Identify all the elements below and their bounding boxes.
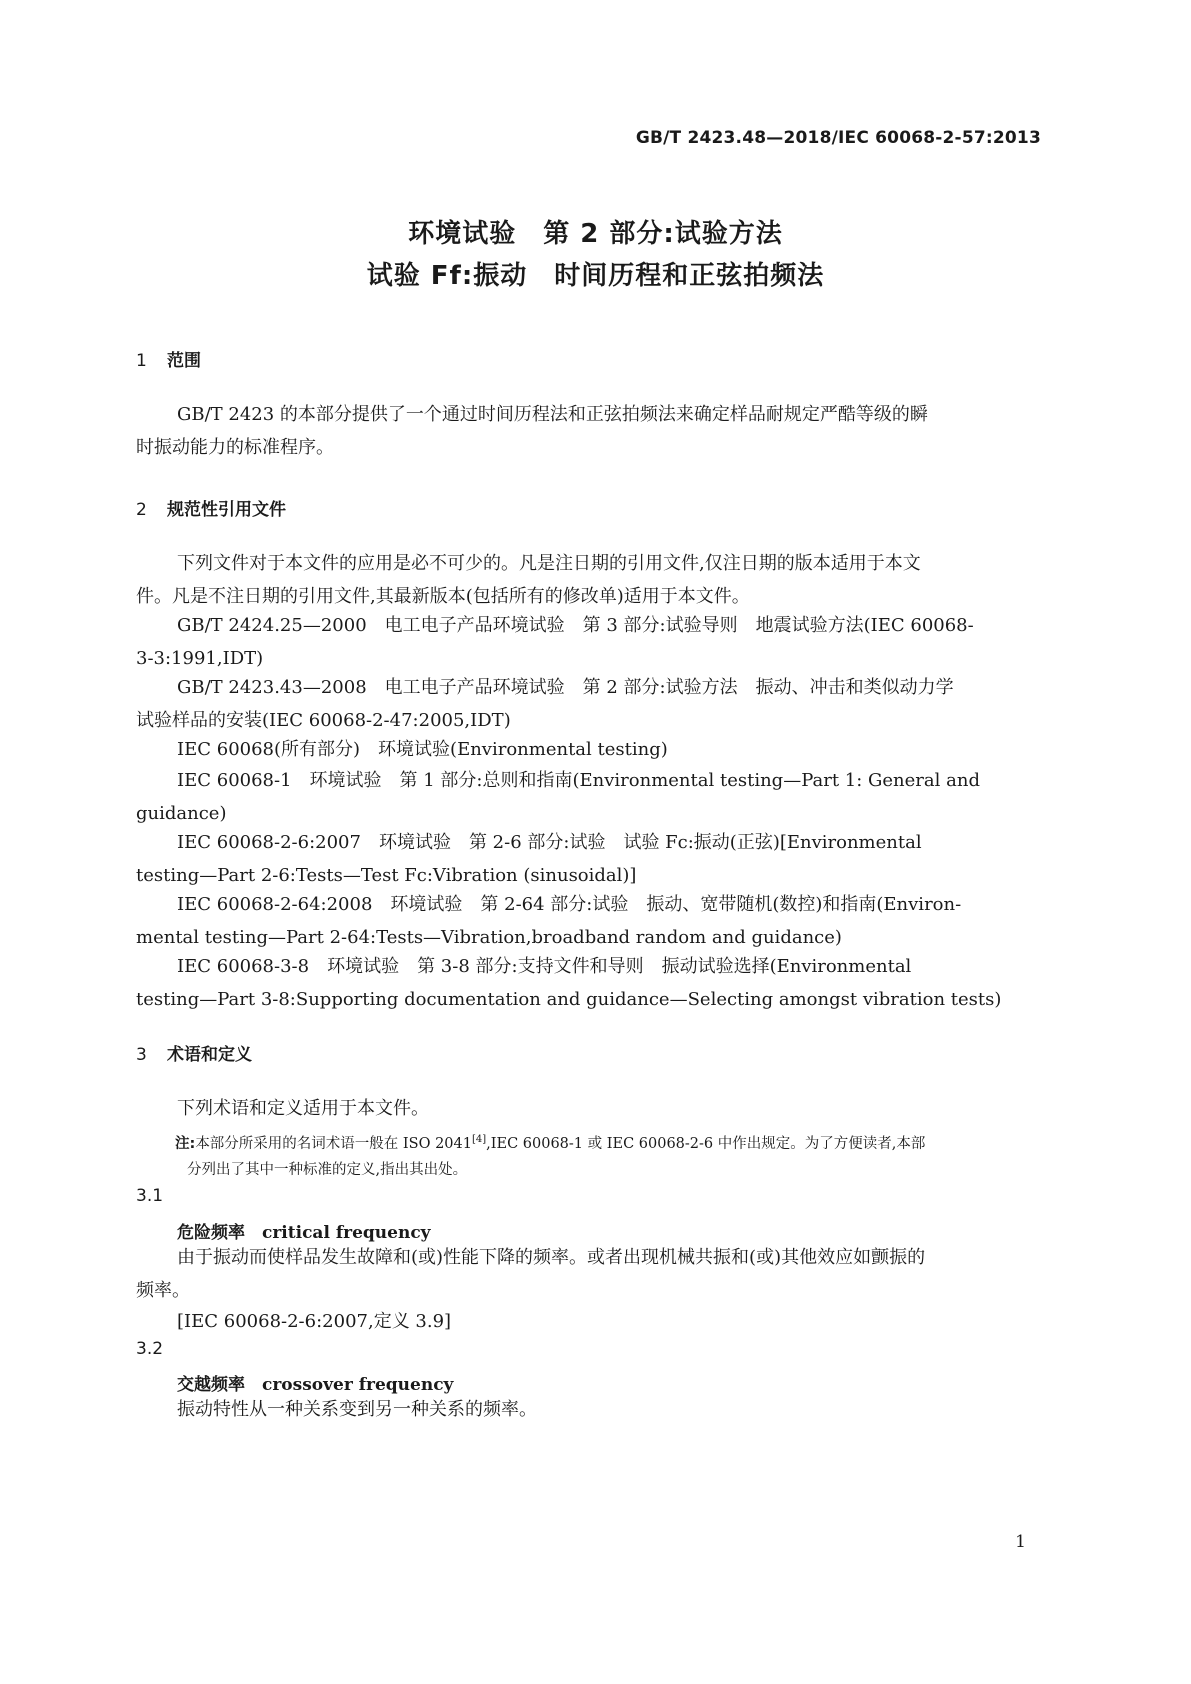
section-title: 规范性引用文件 [167,500,286,520]
section-3-intro: 下列术语和定义适用于本文件。 [177,1098,429,1119]
section-number: 2 [136,500,147,520]
term-definition: 振动特性从一种关系变到另一种关系的频率。 [177,1399,537,1420]
section-number: 3 [136,1045,147,1065]
page-number: 1 [1015,1532,1026,1552]
section-1-heading [136,346,201,371]
reference-item: IEC 60068-1 环境试验 第 1 部分:总则和指南(Environmental testing—Part 1: General and guidance) [136,770,980,824]
section-2-heading [136,495,286,520]
citation-ref: [4] [471,1134,487,1145]
term-definition: 由于振动而使样品发生故障和(或)性能下降的频率。或者出现机械共振和(或)其他效应如颤振的 频率。 [136,1247,926,1301]
section-title: 范围 [167,351,201,371]
reference-item: GB/T 2423.43—2008 电工电子产品环境试验 第 2 部分:试验方法 振动、冲击和类似动力学 试验样品的安装(IEC 60068-2-47:2005,IDT) [136,677,954,731]
term-number: 3.2 [136,1339,164,1359]
term-name: 交越频率 crossover frequency [177,1375,454,1395]
section-1-paragraph: GB/T 2423 的本部分提供了一个通过时间历程法和正弦拍频法来确定样品耐规定严酷等级的瞬 时振动能力的标准程序。 [136,404,928,458]
reference-item: IEC 60068-2-6:2007 环境试验 第 2-6 部分:试验 试验 Fc:振动(正弦)[Environmental testing—Part 2-6:Tests—Test Fc:Vibration (sinusoidal)] [136,832,922,886]
section-2-intro: 下列文件对于本文件的应用是必不可少的。凡是注日期的引用文件,仅注日期的版本适用于本文 件。凡是不注日期的引用文件,其最新版本(包括所有的修改单)适用于本文件。 [136,553,921,607]
section-3-heading [136,1040,252,1065]
term-name: 危险频率 critical frequency [177,1223,431,1243]
section-number: 1 [136,351,147,371]
reference-item: GB/T 2424.25—2000 电工电子产品环境试验 第 3 部分:试验导则 地震试验方法(IEC 60068- 3-3:1991,IDT) [136,615,974,669]
reference-item: IEC 60068-3-8 环境试验 第 3-8 部分:支持文件和导则 振动试验选择(Environmental testing—Part 3-8:Supporting documentation and guidance—Selecting amongst vibration tests) [136,956,1002,1010]
term-source: [IEC 60068-2-6:2007,定义 3.9] [177,1311,452,1332]
section-title: 术语和定义 [167,1045,252,1065]
reference-item: IEC 60068-2-64:2008 环境试验 第 2-64 部分:试验 振动、宽带随机(数控)和指南(Environ- mental testing—Part 2-64:Tests—Vibration,broadband random and guidance) [136,894,962,948]
document-title-line1: 环境试验 第 2 部分:试验方法 [408,219,783,249]
note-label: 注: [175,1135,196,1152]
term-number: 3.1 [136,1186,164,1206]
reference-item: IEC 60068(所有部分) 环境试验(Environmental testing) [177,739,668,760]
document-title-line2: 试验 Ff:振动 时间历程和正弦拍频法 [366,261,825,291]
standard-number: GB/T 2423.48—2018/IEC 60068-2-57:2013 [635,128,1041,148]
note: 注:本部分所采用的名词术语一般在 ISO 2041[4],IEC 60068-1 或 IEC 60068-2-6 中作出规定。为了方便读者,本部 分列出了其中一种标准的定义,指出其出处。 [175,1134,926,1178]
